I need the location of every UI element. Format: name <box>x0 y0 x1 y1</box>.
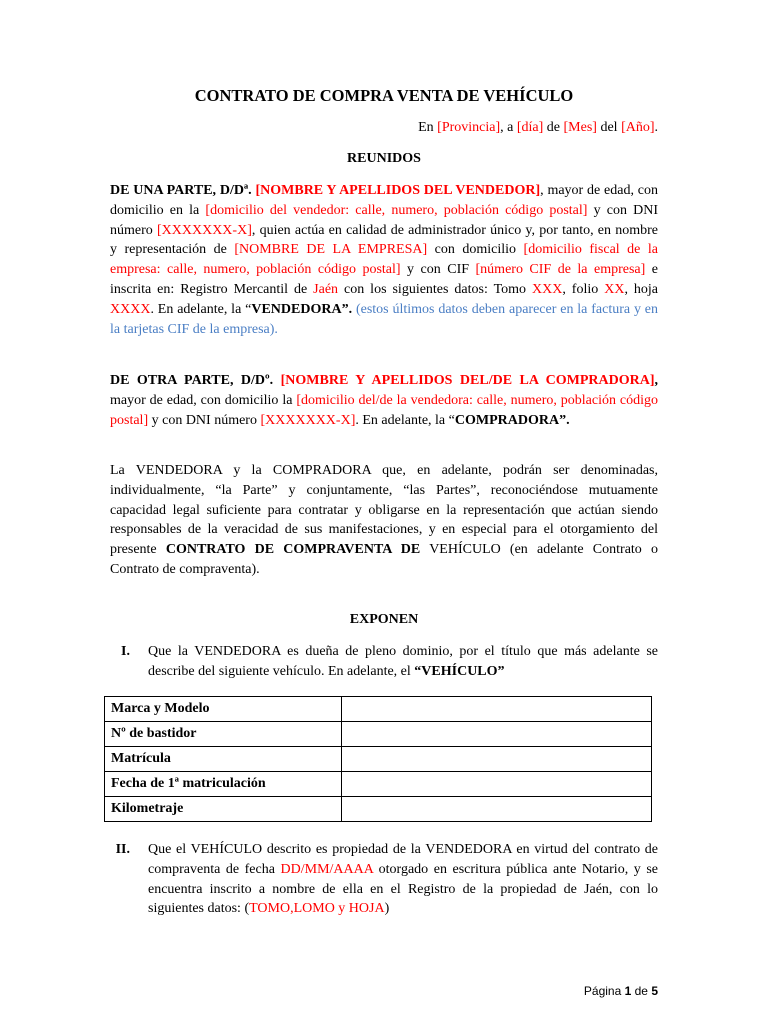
contract-date-placeholder: DD/MM/AAAA <box>280 861 374 877</box>
seller-role: VENDEDORA”. <box>251 301 353 317</box>
item-1-number: I. <box>121 644 130 659</box>
reunidos-heading: REUNIDOS <box>347 151 421 166</box>
seller-name-placeholder: [NOMBRE Y APELLIDOS DEL VENDEDOR] <box>255 183 541 198</box>
buyer-name-placeholder: [NOMBRE Y APELLIDOS DEL/DE LA COMPRADORA] <box>280 373 655 388</box>
item-1: I. Que la VENDEDORA es dueña de pleno dominio, por el título que más adelante se describe del siguiente vehículo. En adelante, el “VEHÍCULO” <box>121 644 658 679</box>
vehicle-field-value <box>342 772 652 797</box>
current-page: 1 <box>624 984 632 998</box>
item-2-number: II. <box>115 842 130 857</box>
vehicle-field-label: Marca y Modelo <box>105 697 342 722</box>
month-placeholder: [Mes] <box>563 120 597 135</box>
total-pages: 5 <box>651 984 658 998</box>
page-footer: Página 1 de 5 <box>583 984 658 998</box>
province-placeholder: [Provincia] <box>437 120 501 135</box>
table-row <box>105 722 652 747</box>
vehicle-field-label: Nº de bastidor <box>105 722 342 747</box>
buyer-address-placeholder: [domicilio del/de la vendedora: calle, numero, población código postal] <box>110 392 658 428</box>
vehicle-field-label: Fecha de 1ª matriculación <box>105 772 342 797</box>
buyer-dni-placeholder: [XXXXXXX-X] <box>260 412 356 428</box>
seller-dni-placeholder: [XXXXXXX-X] <box>156 222 252 238</box>
buyer-role: COMPRADORA”. <box>454 412 570 428</box>
item-2: II. Que el VEHÍCULO descrito es propiedad de la VENDEDORA en virtud del contrato de compraventa de fecha DD/MM/AAAA otorgado en escritura pública ante Notario, y se encuentra inscrito a nombre de ella en el Registro de la propiedad de Jaén, con lo siguientes datos: (TOMO,LOMO y HOJA) <box>115 842 658 917</box>
exponen-heading: EXPONEN <box>349 612 419 627</box>
table-row <box>105 797 652 822</box>
tomo-placeholder: XXX <box>532 281 563 297</box>
vehicle-field-value <box>342 747 652 772</box>
company-address-placeholder: [domicilio fiscal de la empresa: calle, numero, población código postal] <box>110 242 658 278</box>
vehicle-field-label: Matrícula <box>105 747 342 772</box>
document-title: CONTRATO DE COMPRA VENTA DE VEHÍCULO <box>194 86 574 105</box>
vehicle-field-value <box>342 697 652 722</box>
folio-placeholder: XX <box>604 281 625 297</box>
table-row <box>105 697 652 722</box>
registry-data-placeholder: TOMO,LOMO y HOJA <box>249 901 385 917</box>
vehicle-table <box>104 696 652 822</box>
vehicle-field-value <box>342 797 652 822</box>
seller-address-placeholder: [domicilio del vendedor: calle, numero, población código postal] <box>205 202 588 218</box>
parties-paragraph: La VENDEDORA y la COMPRADORA que, en adelante, podrán ser denominadas, individualmente, “la Parte” y conjuntamente, “las Partes”, reconociéndose mutuamente capacidad legal suficiente para contratar y obligarse en la representación que actúan siendo responsables de la veracidad de sus manifestaciones, y en especial para el otorgamiento del presente CONTRATO DE COMPRAVENTA DE VEHÍCULO (en adelante Contrato o Contrato de compraventa). <box>110 463 658 577</box>
table-row <box>105 747 652 772</box>
buyer-paragraph: DE OTRA PARTE, D/Dº. [NOMBRE Y APELLIDOS DEL/DE LA COMPRADORA], mayor de edad, con domicilio la [domicilio del/de la vendedora: calle, numero, población código postal] y con DNI número [XXXXXXX-X]. En adelante, la “COMPRADORA”. <box>110 373 658 428</box>
registry-city: Jaén <box>313 281 339 297</box>
year-placeholder: [Año] <box>621 120 655 135</box>
hoja-placeholder: XXXX <box>110 301 151 317</box>
table-row <box>105 772 652 797</box>
vehicle-field-value <box>342 722 652 747</box>
seller-paragraph: DE UNA PARTE, D/Dª. [NOMBRE Y APELLIDOS DEL VENDEDOR], mayor de edad, con domicilio en la [domicilio del vendedor: calle, numero, población código postal] y con DNI número [XXXXXXX-X], quien actúa en calidad de administrador único y, por tanto, en nombre y representación de [NOMBRE DE LA EMPRESA] con domicilio [domicilio fiscal de la empresa: calle, numero, población código postal] y con CIF [número CIF de la empresa] e inscrita en: Registro Mercantil de Jaén con los siguientes datos: Tomo XXX, folio XX, hoja XXXX. En adelante, la “VENDEDORA”. (estos últimos datos deben aparecer en la factura y en la tarjetas CIF de la empresa). <box>110 183 659 337</box>
date-line: En [Provincia], a [día] de [Mes] del [Año]. <box>418 120 658 135</box>
vehicle-field-label: Kilometraje <box>105 797 342 822</box>
seller-note: (estos últimos datos deben aparecer en la factura y en la tarjetas CIF de la empresa). <box>110 301 659 337</box>
day-placeholder: [día] <box>516 120 544 135</box>
cif-placeholder: [número CIF de la empresa] <box>475 262 646 278</box>
company-name-placeholder: [NOMBRE DE LA EMPRESA] <box>234 242 428 258</box>
